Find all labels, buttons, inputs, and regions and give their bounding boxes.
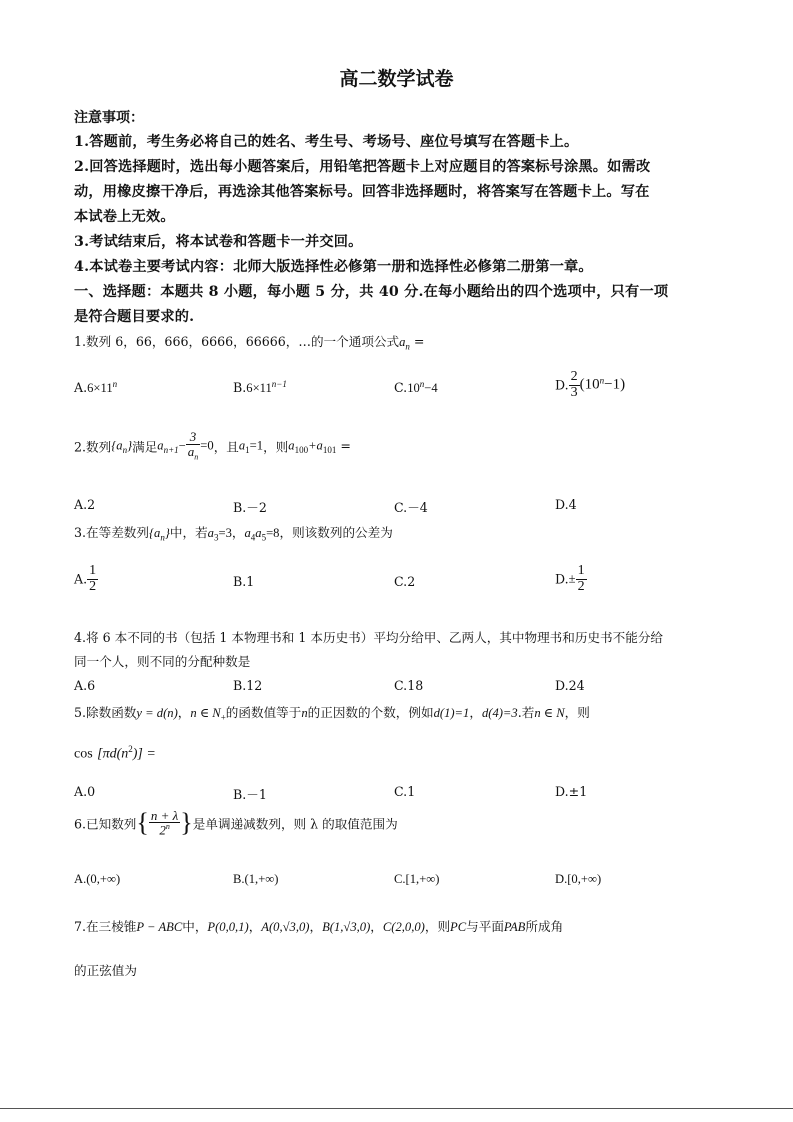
question-7-line-1: 7.在三棱锥P − ABC中，P(0,0,1)，A(0,√3,0)，B(1,√3,0)，C(2,0,0)，则PC与平面PAB所成角 [74, 919, 564, 934]
question-7-line-2: 的正弦值为 [74, 963, 137, 978]
q1-an: a [399, 335, 406, 349]
question-1 [74, 331, 424, 352]
section-heading-line-1: 一、选择题：本题共 8 小题，每小题 5 分，共 40 分.在每小题给出的四个选项中，只有一项 [74, 284, 669, 300]
page-title: 高二数学试卷 [339, 68, 454, 90]
q2-option-c[interactable]: C.－4 [394, 500, 428, 515]
question-4-line-1: 4.将 6 本不同的书（包括 1 本物理书和 1 本历史书）平均分给甲、乙两人，其中物理书和历史书不能分给 [74, 630, 664, 645]
q2-option-d[interactable]: D.4 [555, 497, 577, 512]
q3-option-a[interactable]: A. $\frac{1}{2}$ [74, 563, 97, 594]
q4-option-d[interactable]: D.24 [555, 678, 585, 693]
q1-option-b[interactable]: $B.6\times 11^{n-1}$ [233, 379, 287, 396]
question-3: 3.在等差数列$\{a_n\}$中，若$a_3=3$，$a_4a_5=8$，则该数列的公差为 [74, 525, 393, 543]
question-4-line-2: 同一个人，则不同的分配种数是 [74, 654, 251, 669]
q6-option-a[interactable]: A.(0,+∞) [74, 872, 121, 886]
bottom-divider [0, 1108, 793, 1109]
question-1-text: 1.数列 6，66，666，6666，66666，…的一个通项公式 [74, 334, 400, 349]
q1-option-c[interactable]: $C.10^n-4$ [394, 379, 438, 396]
q6-option-c[interactable]: C.[1,+∞) [394, 872, 440, 886]
q3-option-c[interactable]: C.2 [394, 574, 416, 589]
note-line-6: 4.本试卷主要考试内容：北师大版选择性必修第一册和选择性必修第二册第一章。 [74, 259, 593, 275]
q4-option-a[interactable]: A.6 [74, 678, 96, 693]
q5-option-d[interactable]: D.±1 [555, 784, 588, 799]
q4-option-c[interactable]: C.18 [394, 678, 424, 693]
section-heading-line-2: 是符合题目要求的. [74, 309, 195, 325]
q3-option-b[interactable]: B.1 [233, 574, 255, 589]
question-2: 2.数列$\{a_n\}$满足$a_{n+1}-$ $\frac{3}{a_n}$ =0，且$a_1=1$，则$a_{100}+a_{101}$ = [74, 429, 351, 462]
question-6: 6.已知数列{ $\frac{n + \lambda}{2^n}$ }是单调递减数列，则 λ 的取值范围为 [74, 807, 398, 838]
q5-option-c[interactable]: C.1 [394, 784, 416, 799]
notes-heading: 注意事项： [74, 110, 144, 126]
q1-eq: = [409, 334, 425, 349]
q1-an-sub: n [405, 341, 410, 352]
q6-option-d[interactable]: D.[0,+∞) [555, 872, 602, 886]
q1-option-a[interactable]: $A.6\times 11^n$ [74, 379, 118, 396]
note-line-1: 1.答题前，考生务必将自己的姓名、考生号、考场号、座位号填写在答题卡上。 [74, 134, 579, 150]
q5-option-b[interactable]: B.－1 [233, 787, 267, 802]
q6-option-b[interactable]: B.(1,+∞) [233, 872, 279, 886]
note-line-5: 3.考试结束后，将本试卷和答题卡一并交回。 [74, 234, 363, 250]
note-line-2: 2.回答选择题时，选出每小题答案后，用铅笔把答题卡上对应题目的答案标号涂黑。如需改 [74, 159, 651, 175]
note-line-3: 动，用橡皮擦干净后，再选涂其他答案标号。回答非选择题时，将答案写在答题卡上。写在 [74, 184, 650, 200]
q3-option-d[interactable]: D.± $\frac{1}{2}$ [555, 563, 585, 594]
q2-option-a[interactable]: A.2 [74, 497, 96, 512]
q2-option-b[interactable]: B.－2 [233, 500, 267, 515]
q5-option-a[interactable]: A.0 [74, 784, 96, 799]
question-5-expression: $\cos [\pi d(n^2)]$ = [74, 744, 156, 762]
q4-option-b[interactable]: B.12 [233, 678, 263, 693]
note-line-4: 本试卷上无效。 [74, 209, 175, 225]
q1-option-d[interactable]: D. $\frac{2}{3}$ $(10^n-1)$ [555, 369, 626, 400]
question-5: 5.除数函数y = d(n)，n ∈ $N_+$的函数值等于n的正因数的个数，例如d(1)=1，d(4)=3.若n ∈ N，则 [74, 705, 590, 723]
